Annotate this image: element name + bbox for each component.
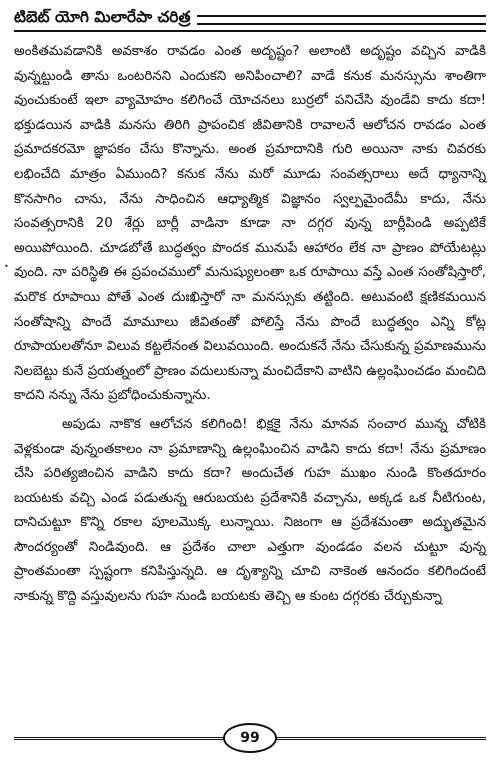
- running-header: [14, 6, 486, 32]
- page-number: 99: [223, 723, 277, 753]
- page-footer: [14, 721, 486, 755]
- header-underline: [14, 30, 486, 32]
- book-title: టిబెట్ యోగి మిలారేపా చరిత్ర: [14, 6, 197, 28]
- paragraph-1: అంకితమవడానికి అవకాశం రావడం ఎంత అదృష్టం? అలాంటి అదృష్టం వచ్చిన వాడికి వున్నట్టుండి తాను ఒంటరినని ఎందుకని అనిపించాలి? వాడే కనుక మనస్సును శాంతిగా వుంచుకుంటే ఇలా వ్యామోహం కలిగించే యోచనలు బుర్రలో పనిచేసి వుండేవి కాదు కదా! భక్తుడయిన వాడికి మనసు తిరిగి ప్రాపంచిక జీవితానికి రావాలనే ఆలోచన రావడం ఎంత ప్రమాదకరమో జ్ఞాపకం చేసు కొన్నాను. అంత ప్రమాదానికి గురి అయినా నాకు చివరకు లభించేది మాత్రం ఏముంది? కనుక నేను మరో మూడు సంవత్సరాలు అదే ధ్యానాన్ని కొనసాగిం చాను, నేను సాధించిన ఆధ్యాత్మిక విజ్ఞానం స్వల్పమైందేమీ కాదు, నేను సంవత్సరానికి 20 శేర్లు బార్లీ వాడినా కూడా నా దగ్గర వున్న బార్లీపిండి అప్పటికే అయిపోయింది. చూడబోతే బుద్ధత్వం పొందక మునుపే ఆహారం లేక నా ప్రాణం పోయేటట్లు వుంది. నా పరిస్థితి ఈ ప్రపంచములో మనుష్యులంతా ఒక రూపాయి వస్తే ఎంత సంతోషిస్తారో, మరొక రూపాయి పోతే ఎంత దుఃఖిస్తారో నా మనస్సుకు తట్టింది. అటువంటి క్షణికమయిన సంతోషాన్ని పొందే మామూలు జీవితంతో పోలిస్తే నేను పొందే బుద్ధత్వం ఎన్ని కోట్ల రూపాయలతోనూ విలువ కట్టలేనంత విలువయింది. అందుకనే నేను చేసుకున్న ప్రమాణమును నిలబెట్టు కునే ప్రయత్నంలో ప్రాణం వదులుకున్నా మంచిదేకాని వాటిని ఉల్లంఘించడం మంచిది కాదని నన్ను నేను ప్రబోధించుకున్నాను.: [14, 44, 486, 404]
- page-body: [14, 40, 486, 610]
- paragraph-2: అపుడు నాకొక ఆలోచన కలిగింది! భిక్షకై నేను మానవ సంచార మున్న చోటికి వెళ్లకుండా వున్నంతకాలం నా ప్రమాణాన్ని ఉల్లంఘించిన వాడిని కాదు కదా! నేను ప్రమాణం చేసి పరిత్యజించిన వాడిని కాదు కదా? అందుచేత గుహ ముఖం నుండి కొంతదూరం బయటకు వచ్చి ఎండ పడుతున్న ఆరుబయట ప్రదేశానికి వచ్చాను, అక్కడ ఒక నీటిగుంట, దానిచుట్టూ కొన్ని రకాల పూలమొక్క లున్నాయి. నిజంగా ఆ ప్రదేశమంతా అద్భుతమైన సౌందర్యంతో నిండివుంది. ఆ ప్రదేశం చాలా ఎత్తుగా వుండడం వలన చుట్టూ వున్న ప్రాంతమంతా స్పష్టంగా కనిపిస్తున్నది. ఆ దృశ్యాన్ని చూచి నాకెంత ఆనందం కలిగిందంటే నాకున్న కొద్ది వస్తువులను గుహ నుండి బయటకు తెచ్చి ఆ కుంట దగ్గరకు చేర్చుకున్నా: [14, 416, 486, 605]
- margin-dot-icon: •: [4, 262, 9, 271]
